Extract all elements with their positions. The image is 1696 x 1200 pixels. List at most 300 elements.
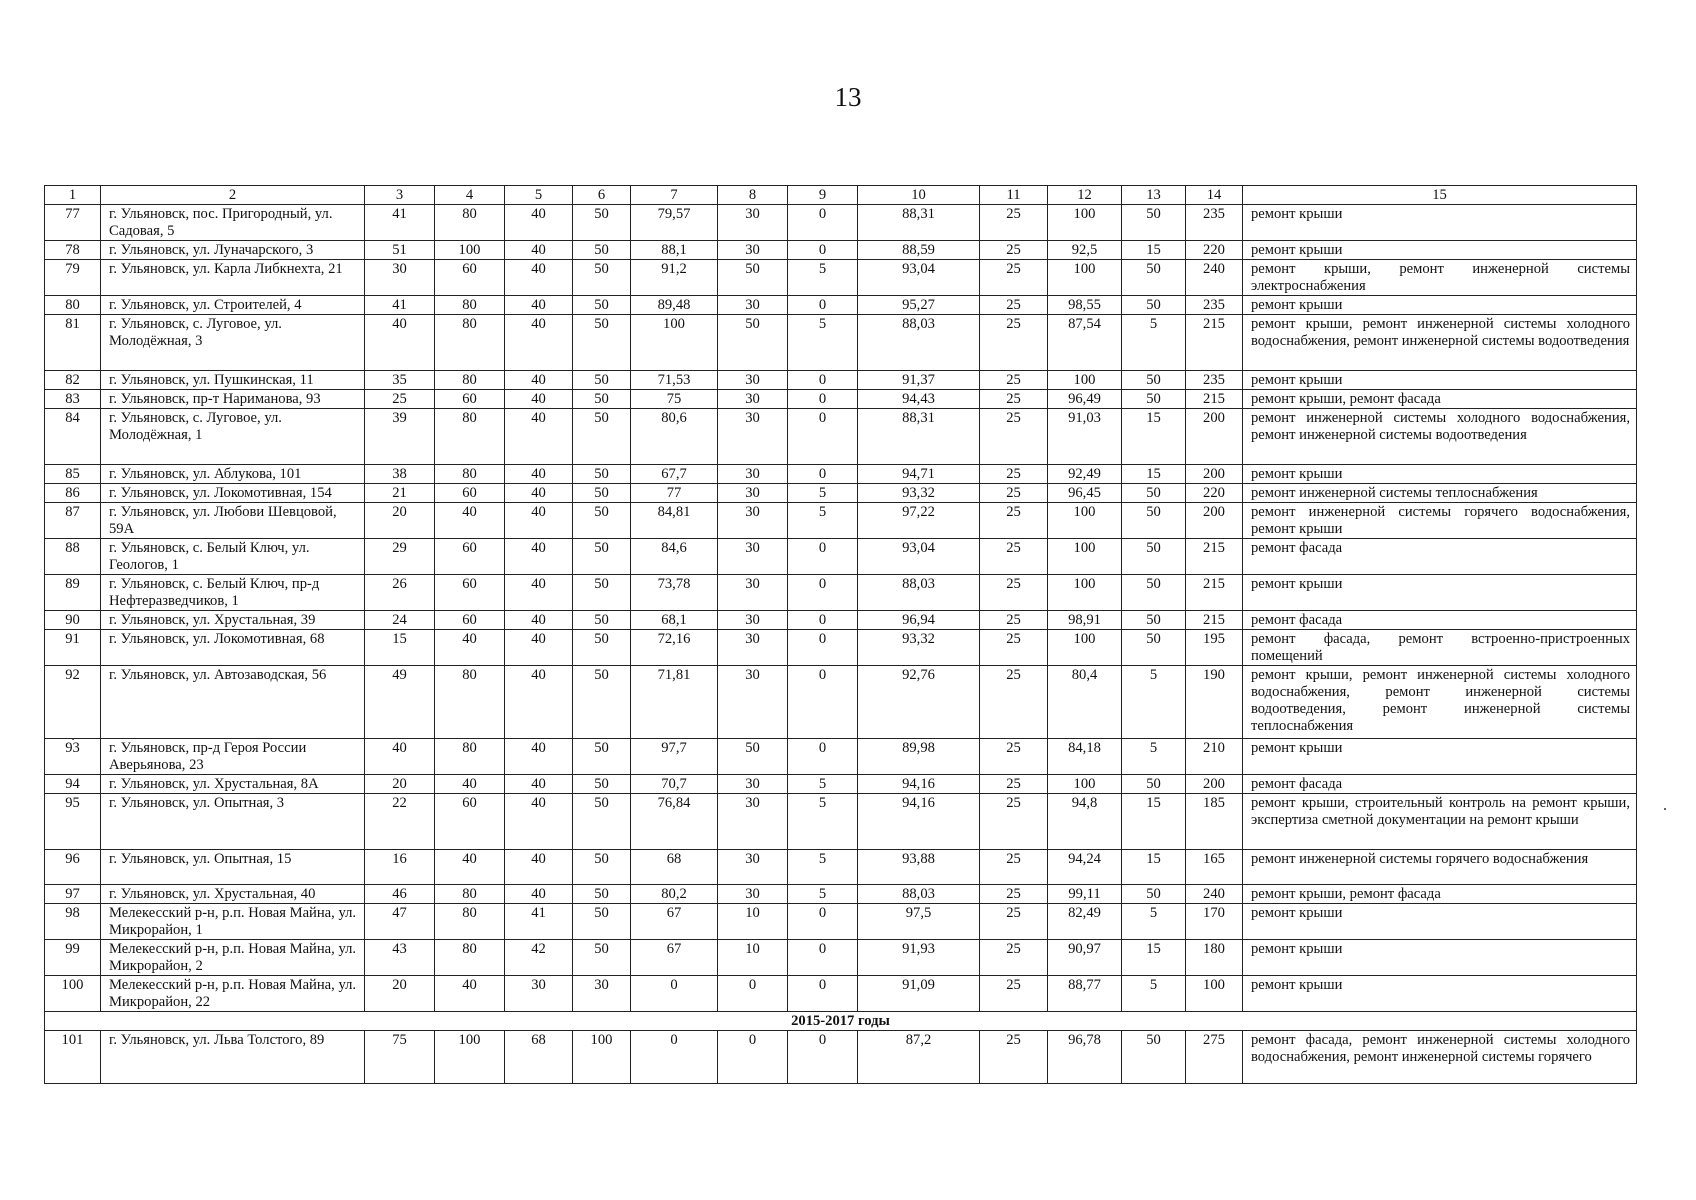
table-cell: 100 <box>435 1031 505 1084</box>
table-cell: 100 <box>573 1031 631 1084</box>
table-cell: 46 <box>365 885 435 904</box>
table-cell: 50 <box>573 296 631 315</box>
scan-mark <box>1664 808 1666 810</box>
table-cell: 40 <box>435 503 505 539</box>
column-number: 3 <box>365 186 435 205</box>
table-cell: 88,03 <box>858 885 980 904</box>
table-cell: 215 <box>1186 575 1243 611</box>
table-cell: 5 <box>1122 739 1186 775</box>
table-cell: 40 <box>505 409 573 465</box>
table-cell: 91,03 <box>1048 409 1122 465</box>
table-cell: 0 <box>788 739 858 775</box>
table-cell: 5 <box>788 315 858 371</box>
table-cell: 0 <box>788 371 858 390</box>
table-cell: 60 <box>435 575 505 611</box>
table-cell: 0 <box>718 1031 788 1084</box>
table-cell: 50 <box>573 611 631 630</box>
table-cell: 40 <box>505 850 573 885</box>
table-cell: ремонт крыши <box>1243 904 1637 940</box>
table-cell: 91,2 <box>631 260 718 296</box>
table-cell: ремонт инженерной системы теплоснабжения <box>1243 484 1637 503</box>
table-cell: 50 <box>718 315 788 371</box>
table-cell: 82,49 <box>1048 904 1122 940</box>
table-row <box>45 794 1637 850</box>
table-cell: 30 <box>718 390 788 409</box>
table-cell: 96,78 <box>1048 1031 1122 1084</box>
table-cell: 94,71 <box>858 465 980 484</box>
table-cell: 85 <box>45 465 101 484</box>
section-row <box>45 1012 1637 1031</box>
table-cell: 80 <box>435 904 505 940</box>
table-row <box>45 409 1637 465</box>
table-cell: 49 <box>365 666 435 739</box>
table-cell: 50 <box>1122 885 1186 904</box>
table-row <box>45 390 1637 409</box>
table-cell: 50 <box>573 539 631 575</box>
table-cell: 92,5 <box>1048 241 1122 260</box>
table-cell: 50 <box>718 260 788 296</box>
table-cell: 50 <box>573 465 631 484</box>
table-cell: 30 <box>718 630 788 666</box>
table-cell: 92,76 <box>858 666 980 739</box>
table-cell: 15 <box>1122 940 1186 976</box>
table-cell: 0 <box>788 611 858 630</box>
table-cell: 5 <box>1122 666 1186 739</box>
table-cell: 30 <box>718 539 788 575</box>
table-cell: 235 <box>1186 371 1243 390</box>
table-cell: 84,81 <box>631 503 718 539</box>
table-cell: 40 <box>435 775 505 794</box>
table-cell: 95 <box>45 794 101 850</box>
table-cell: ремонт фасада, ремонт встроенно-пристроенных помещений <box>1243 630 1637 666</box>
table-cell: 25 <box>980 904 1048 940</box>
table-cell: 81 <box>45 315 101 371</box>
table-cell: 77 <box>631 484 718 503</box>
table-cell: 25 <box>980 371 1048 390</box>
table-cell: 80 <box>435 205 505 241</box>
table-cell: 77 <box>45 205 101 241</box>
table-cell: 15 <box>1122 794 1186 850</box>
table-cell: 40 <box>505 503 573 539</box>
table-cell: 25 <box>980 630 1048 666</box>
table-cell: 40 <box>505 611 573 630</box>
table-cell: 97,22 <box>858 503 980 539</box>
table-cell: 10 <box>718 904 788 940</box>
column-number: 7 <box>631 186 718 205</box>
column-number: 1 <box>45 186 101 205</box>
table-cell: 240 <box>1186 260 1243 296</box>
table-cell: 79,57 <box>631 205 718 241</box>
table-cell: 40 <box>505 794 573 850</box>
table-cell: 93 <box>45 739 101 775</box>
table-cell: 94 <box>45 775 101 794</box>
table-cell: 40 <box>505 575 573 611</box>
table-cell: 15 <box>1122 409 1186 465</box>
table-cell: 215 <box>1186 315 1243 371</box>
table-cell: 40 <box>505 260 573 296</box>
table-cell: 80 <box>435 315 505 371</box>
table-cell: 30 <box>718 611 788 630</box>
table-cell: 47 <box>365 904 435 940</box>
column-number: 10 <box>858 186 980 205</box>
table-cell: 30 <box>718 465 788 484</box>
table-cell: 20 <box>365 976 435 1012</box>
table-cell: 20 <box>365 775 435 794</box>
table-cell: 89 <box>45 575 101 611</box>
table-cell: 5 <box>1122 976 1186 1012</box>
table-row <box>45 315 1637 371</box>
table-cell: 50 <box>573 850 631 885</box>
table-cell: 79 <box>45 260 101 296</box>
table-cell: г. Ульяновск, ул. Опытная, 3 <box>101 794 365 850</box>
table-cell: г. Ульяновск, ул. Аблукова, 101 <box>101 465 365 484</box>
table-cell: 88 <box>45 539 101 575</box>
table-cell: 38 <box>365 465 435 484</box>
table-cell: 39 <box>365 409 435 465</box>
table-row <box>45 484 1637 503</box>
table-cell: 50 <box>573 315 631 371</box>
table-cell: 50 <box>1122 296 1186 315</box>
table-cell: 82 <box>45 371 101 390</box>
table-cell: ремонт крыши <box>1243 940 1637 976</box>
table-cell: 25 <box>980 575 1048 611</box>
table-cell: 16 <box>365 850 435 885</box>
table-cell: 40 <box>505 296 573 315</box>
table-cell: 50 <box>573 575 631 611</box>
table-cell: 80 <box>435 465 505 484</box>
table-cell: г. Ульяновск, ул. Карла Либкнехта, 21 <box>101 260 365 296</box>
table-cell: 25 <box>980 976 1048 1012</box>
table-cell: ремонт крыши <box>1243 739 1637 775</box>
table-cell: 60 <box>435 539 505 575</box>
table-cell: 80,6 <box>631 409 718 465</box>
table-cell: 80 <box>435 666 505 739</box>
table-cell: 84 <box>45 409 101 465</box>
table-cell: г. Ульяновск, ул. Хрустальная, 8А <box>101 775 365 794</box>
table-cell: 30 <box>718 885 788 904</box>
table-cell: 60 <box>435 484 505 503</box>
table-cell: 25 <box>980 885 1048 904</box>
table-cell: 84,6 <box>631 539 718 575</box>
table-cell: 0 <box>788 630 858 666</box>
table-cell: 60 <box>435 611 505 630</box>
table-cell: ремонт фасада, ремонт инженерной системы холодного водоснабжения, ремонт инженерной системы горячего <box>1243 1031 1637 1084</box>
table-cell: 88,31 <box>858 205 980 241</box>
table-cell: 29 <box>365 539 435 575</box>
table-cell: 0 <box>788 539 858 575</box>
table-cell: 40 <box>505 465 573 484</box>
table-cell: 71,53 <box>631 371 718 390</box>
table-cell: 40 <box>505 315 573 371</box>
table-cell: 25 <box>980 260 1048 296</box>
table-cell: 15 <box>1122 850 1186 885</box>
table-cell: 80,4 <box>1048 666 1122 739</box>
table-cell: г. Ульяновск, пр-т Нариманова, 93 <box>101 390 365 409</box>
table-cell: 100 <box>1186 976 1243 1012</box>
table-cell: 80 <box>435 371 505 390</box>
table-cell: 40 <box>505 241 573 260</box>
table-row <box>45 1031 1637 1084</box>
table-cell: 5 <box>1122 904 1186 940</box>
table-row <box>45 775 1637 794</box>
column-number: 5 <box>505 186 573 205</box>
table-cell: 86 <box>45 484 101 503</box>
table-cell: 215 <box>1186 539 1243 575</box>
table-cell: 91,09 <box>858 976 980 1012</box>
table-row <box>45 205 1637 241</box>
table-cell: 0 <box>788 390 858 409</box>
column-number: 6 <box>573 186 631 205</box>
table-cell: 70,7 <box>631 775 718 794</box>
table-cell: г. Ульяновск, ул. Хрустальная, 40 <box>101 885 365 904</box>
table-cell: 67,7 <box>631 465 718 484</box>
table-cell: 0 <box>788 976 858 1012</box>
table-cell: 60 <box>435 260 505 296</box>
table-cell: 68 <box>631 850 718 885</box>
table-cell: 15 <box>1122 241 1186 260</box>
table-cell: 75 <box>631 390 718 409</box>
table-row <box>45 850 1637 885</box>
table-cell: 90 <box>45 611 101 630</box>
table-cell: ремонт крыши, ремонт инженерной системы холодного водоснабжения, ремонт инженерной системы водоотведения <box>1243 315 1637 371</box>
table-cell: 20 <box>365 503 435 539</box>
table-cell: ремонт крыши <box>1243 296 1637 315</box>
table-cell: 0 <box>631 1031 718 1084</box>
table-cell: ремонт крыши, ремонт фасада <box>1243 885 1637 904</box>
table-cell: 190 <box>1186 666 1243 739</box>
table-cell: 25 <box>980 850 1048 885</box>
column-number: 13 <box>1122 186 1186 205</box>
table-cell: 40 <box>505 390 573 409</box>
table-cell: 0 <box>788 666 858 739</box>
table-cell: 25 <box>980 794 1048 850</box>
table-cell: 100 <box>1048 539 1122 575</box>
table-cell: 25 <box>980 409 1048 465</box>
table-cell: 50 <box>1122 371 1186 390</box>
table-cell: 90,97 <box>1048 940 1122 976</box>
table-cell: г. Ульяновск, ул. Строителей, 4 <box>101 296 365 315</box>
table-cell: ремонт крыши <box>1243 241 1637 260</box>
table-cell: 5 <box>788 775 858 794</box>
table-cell: 50 <box>573 484 631 503</box>
table-cell: 50 <box>573 503 631 539</box>
table-cell: 83 <box>45 390 101 409</box>
table-cell: 0 <box>788 1031 858 1084</box>
table-cell: 35 <box>365 371 435 390</box>
table-cell: 40 <box>435 850 505 885</box>
table-cell: 40 <box>505 885 573 904</box>
table-cell: 80,2 <box>631 885 718 904</box>
table-cell: 100 <box>1048 630 1122 666</box>
table-cell: 30 <box>718 296 788 315</box>
table-cell: 40 <box>505 666 573 739</box>
table-row <box>45 503 1637 539</box>
table-cell: 30 <box>718 775 788 794</box>
table-cell: 15 <box>365 630 435 666</box>
table-cell: 15 <box>1122 465 1186 484</box>
table-cell: 40 <box>505 539 573 575</box>
table-row <box>45 539 1637 575</box>
table-cell: 50 <box>1122 630 1186 666</box>
table-cell: 88,03 <box>858 575 980 611</box>
table-cell: 67 <box>631 940 718 976</box>
table-cell: 185 <box>1186 794 1243 850</box>
table-cell: 30 <box>718 794 788 850</box>
table-cell: 94,8 <box>1048 794 1122 850</box>
table-row <box>45 666 1637 739</box>
table-cell: 25 <box>980 1031 1048 1084</box>
repair-program-table <box>44 185 1637 1084</box>
table-cell: 40 <box>435 630 505 666</box>
table-cell: 26 <box>365 575 435 611</box>
table-cell: Мелекесский р-н, р.п. Новая Майна, ул. Микрорайон, 22 <box>101 976 365 1012</box>
table-cell: 97,7 <box>631 739 718 775</box>
table-cell: 96,49 <box>1048 390 1122 409</box>
table-cell: ремонт крыши <box>1243 371 1637 390</box>
table-cell: 0 <box>718 976 788 1012</box>
table-cell: 180 <box>1186 940 1243 976</box>
table-cell: г. Ульяновск, пр-д Героя России Аверьянова, 23 <box>101 739 365 775</box>
table-cell: 50 <box>573 904 631 940</box>
table-cell: ремонт крыши, строительный контроль на ремонт крыши, экспертиза сметной документации на ремонт крыши <box>1243 794 1637 850</box>
table-cell: 25 <box>980 205 1048 241</box>
table-row <box>45 739 1637 775</box>
table-cell: г. Ульяновск, пос. Пригородный, ул. Садовая, 5 <box>101 205 365 241</box>
table-cell: 50 <box>1122 205 1186 241</box>
table-cell: 88,03 <box>858 315 980 371</box>
table-row <box>45 575 1637 611</box>
table-cell: г. Ульяновск, ул. Льва Толстого, 89 <box>101 1031 365 1084</box>
table-cell: 25 <box>980 539 1048 575</box>
table-cell: 88,77 <box>1048 976 1122 1012</box>
table-cell: г. Ульяновск, с. Белый Ключ, пр-д Нефтеразведчиков, 1 <box>101 575 365 611</box>
table-cell: 0 <box>788 409 858 465</box>
table-cell: ремонт инженерной системы горячего водоснабжения, ремонт крыши <box>1243 503 1637 539</box>
table-cell: 25 <box>980 611 1048 630</box>
table-cell: 76,84 <box>631 794 718 850</box>
table-cell: 100 <box>1048 205 1122 241</box>
table-cell: 67 <box>631 904 718 940</box>
table-cell: 40 <box>505 484 573 503</box>
table-cell: Мелекесский р-н, р.п. Новая Майна, ул. Микрорайон, 1 <box>101 904 365 940</box>
table-cell: 22 <box>365 794 435 850</box>
table-cell: 100 <box>631 315 718 371</box>
table-cell: 91,37 <box>858 371 980 390</box>
table-cell: 100 <box>1048 503 1122 539</box>
table-cell: 87 <box>45 503 101 539</box>
table-cell: г. Ульяновск, с. Луговое, ул. Молодёжная, 1 <box>101 409 365 465</box>
table-cell: 25 <box>980 666 1048 739</box>
table-cell: 215 <box>1186 390 1243 409</box>
scan-mark <box>72 738 74 740</box>
table-cell: ремонт инженерной системы холодного водоснабжения, ремонт инженерной системы водоотведения <box>1243 409 1637 465</box>
table-cell: ремонт крыши <box>1243 575 1637 611</box>
table-cell: 99,11 <box>1048 885 1122 904</box>
table-cell: 5 <box>788 503 858 539</box>
table-cell: 24 <box>365 611 435 630</box>
table-cell: 25 <box>980 315 1048 371</box>
table-cell: 41 <box>505 904 573 940</box>
table-cell: 40 <box>505 205 573 241</box>
table-cell: 0 <box>788 575 858 611</box>
table-row <box>45 371 1637 390</box>
table-cell: 200 <box>1186 465 1243 484</box>
table-cell: 40 <box>505 630 573 666</box>
column-number: 4 <box>435 186 505 205</box>
table-cell: 80 <box>435 296 505 315</box>
table-cell: г. Ульяновск, ул. Опытная, 15 <box>101 850 365 885</box>
table-cell: 165 <box>1186 850 1243 885</box>
table-cell: 96 <box>45 850 101 885</box>
table-cell: 50 <box>573 241 631 260</box>
table-cell: 97 <box>45 885 101 904</box>
table-cell: 40 <box>505 371 573 390</box>
table-cell: 170 <box>1186 904 1243 940</box>
table-cell: 40 <box>505 739 573 775</box>
table-cell: 50 <box>573 390 631 409</box>
table-cell: 43 <box>365 940 435 976</box>
table-cell: 50 <box>1122 260 1186 296</box>
table-cell: 94,16 <box>858 794 980 850</box>
table-cell: 50 <box>1122 539 1186 575</box>
table-cell: 50 <box>1122 611 1186 630</box>
table-cell: 96,45 <box>1048 484 1122 503</box>
table-cell: 98 <box>45 904 101 940</box>
table-cell: г. Ульяновск, с. Белый Ключ, ул. Геологов, 1 <box>101 539 365 575</box>
table-cell: 50 <box>1122 390 1186 409</box>
table-cell: 41 <box>365 205 435 241</box>
table-cell: 0 <box>788 296 858 315</box>
table-row <box>45 940 1637 976</box>
table-cell: 0 <box>788 904 858 940</box>
table-cell: 41 <box>365 296 435 315</box>
table-cell: 50 <box>1122 775 1186 794</box>
table-cell: 220 <box>1186 241 1243 260</box>
table-cell: г. Ульяновск, ул. Хрустальная, 39 <box>101 611 365 630</box>
column-number: 12 <box>1048 186 1122 205</box>
table-cell: 50 <box>1122 1031 1186 1084</box>
table-cell: 50 <box>573 739 631 775</box>
table-cell: ремонт крыши <box>1243 976 1637 1012</box>
table-cell: 40 <box>505 775 573 794</box>
table-cell: 100 <box>1048 260 1122 296</box>
table-cell: 200 <box>1186 409 1243 465</box>
table-cell: г. Ульяновск, ул. Пушкинская, 11 <box>101 371 365 390</box>
table-cell: 195 <box>1186 630 1243 666</box>
table-cell: 25 <box>365 390 435 409</box>
table-cell: 50 <box>573 409 631 465</box>
table-cell: 80 <box>45 296 101 315</box>
table-cell: 94,43 <box>858 390 980 409</box>
table-cell: 40 <box>365 315 435 371</box>
table-cell: ремонт крыши, ремонт инженерной системы холодного водоснабжения, ремонт инженерной системы водоотведения, ремонт инженерной системы теплоснабжения <box>1243 666 1637 739</box>
table-cell: 68 <box>505 1031 573 1084</box>
column-number-row <box>45 186 1637 205</box>
table-cell: 50 <box>573 775 631 794</box>
table-cell: 94,16 <box>858 775 980 794</box>
table-cell: 88,31 <box>858 409 980 465</box>
table-cell: 78 <box>45 241 101 260</box>
table-cell: ремонт инженерной системы горячего водоснабжения <box>1243 850 1637 885</box>
table-cell: 0 <box>788 241 858 260</box>
table-cell: 94,24 <box>1048 850 1122 885</box>
table-row <box>45 260 1637 296</box>
table-cell: г. Ульяновск, ул. Локомотивная, 68 <box>101 630 365 666</box>
table-cell: 73,78 <box>631 575 718 611</box>
table-cell: 50 <box>718 739 788 775</box>
table-cell: 215 <box>1186 611 1243 630</box>
table-cell: 40 <box>365 739 435 775</box>
